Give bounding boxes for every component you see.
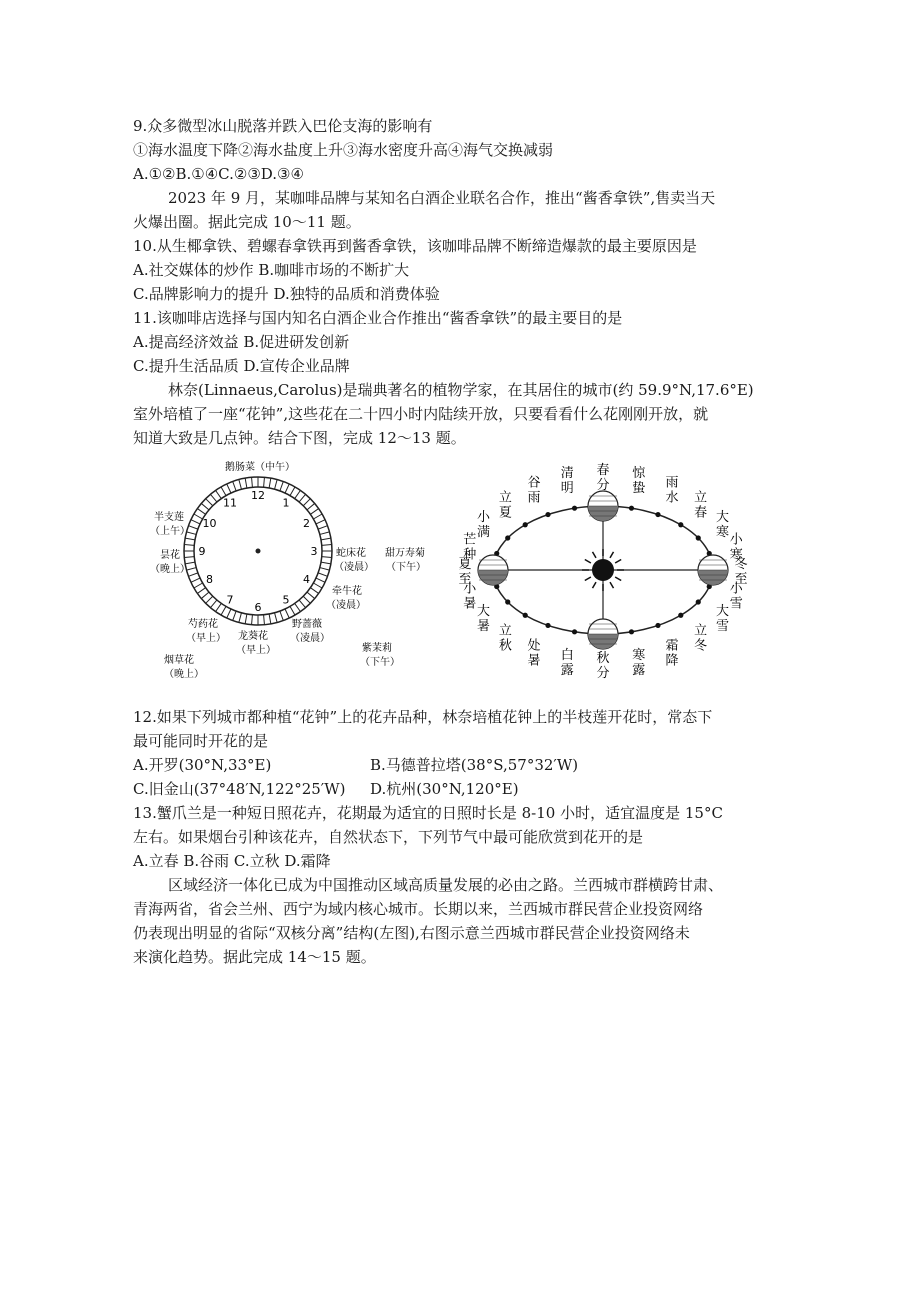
- solar-term-label: [694, 491, 707, 521]
- svg-text:小: 小: [463, 581, 477, 597]
- clock-rim-tick: [227, 609, 231, 618]
- passage1-line1: 2023 年 9 月，某咖啡品牌与某知名白酒企业联名合作，推出“酱香拿铁”,售卖当天: [168, 189, 716, 207]
- label-qianniuhua: 牵牛花: [332, 586, 362, 597]
- q12-option-d: D.杭州(30°N,120°E): [370, 780, 519, 798]
- clock-center-dot: [256, 549, 261, 554]
- label-zimoli: 紫茉莉: [362, 643, 392, 654]
- sun-ray: [585, 560, 591, 564]
- sun-ray: [615, 560, 621, 564]
- clock-rim-tick: [285, 484, 289, 493]
- orbit-position-dot: [696, 535, 701, 540]
- sun-ray: [615, 577, 621, 581]
- solar-term-label: [477, 510, 491, 540]
- clock-number-5: 5: [282, 593, 290, 607]
- clock-rim-tick: [191, 578, 200, 582]
- label-yeqiangwei-time: （凌晨）: [290, 633, 330, 644]
- solar-term-label: [665, 476, 678, 506]
- clock-rim-tick: [313, 514, 322, 519]
- svg-text:大: 大: [476, 604, 490, 619]
- solar-term-label: [463, 532, 476, 563]
- clock-number-12: 12: [251, 489, 265, 502]
- clock-number-3: 3: [310, 545, 318, 558]
- solar-terms-orbit-figure: [448, 452, 758, 692]
- clock-rim-tick: [275, 480, 278, 490]
- svg-text:露: 露: [560, 662, 574, 678]
- svg-text:秋: 秋: [498, 638, 512, 654]
- clock-number-8: 8: [206, 573, 214, 586]
- clock-rim-tick: [321, 562, 331, 564]
- clock-rim-tick: [316, 578, 325, 582]
- label-shaoyaohua: 芍药花: [188, 619, 218, 630]
- q12-stem-line2: 最可能同时开花的是: [133, 732, 269, 750]
- svg-text:至: 至: [458, 572, 472, 587]
- clock-rim-tick: [185, 538, 195, 540]
- q9-items: ①海水温度下降②海水盐度上升③海水密度升高④海气交换减弱: [133, 141, 554, 159]
- svg-text:春: 春: [694, 505, 708, 521]
- clock-rim-tick: [318, 526, 327, 529]
- svg-text:大: 大: [716, 510, 730, 525]
- label-tianwanshouju: 甜万寿菊: [385, 548, 425, 559]
- svg-text:小: 小: [729, 581, 743, 597]
- orbit-position-dot: [629, 629, 634, 634]
- clock-rim-tick: [197, 588, 205, 594]
- q9-stem: 9.众多微型冰山脱落并跌入巴伦支海的影响有: [133, 117, 433, 135]
- label-shechuanghua: 蛇床花: [336, 548, 366, 559]
- orbit-position-dot: [523, 613, 528, 618]
- clock-rim-tick: [201, 592, 209, 598]
- orbit-position-dot: [696, 599, 701, 604]
- clock-rim-tick: [307, 503, 315, 509]
- svg-text:暑: 暑: [527, 653, 541, 669]
- clock-rim-tick: [322, 557, 332, 558]
- svg-text:春: 春: [596, 463, 610, 478]
- clock-rim-tick: [318, 573, 327, 576]
- clock-rim-tick: [206, 596, 213, 603]
- svg-text:寒: 寒: [729, 547, 743, 563]
- clock-rim-tick: [210, 494, 216, 502]
- label-shaoyaohua-time: （早上）: [186, 633, 226, 644]
- orbit-position-dot: [505, 599, 510, 604]
- svg-text:暑: 暑: [463, 596, 477, 612]
- clock-rim-tick: [239, 613, 242, 623]
- solar-term-label: [527, 637, 540, 668]
- clock-rim-tick: [299, 494, 305, 502]
- svg-text:分: 分: [596, 478, 610, 493]
- clock-rim-tick: [303, 499, 310, 506]
- svg-text:谷: 谷: [527, 475, 541, 491]
- clock-rim-tick: [206, 499, 213, 506]
- clock-rim-tick: [310, 509, 318, 515]
- sun-ray: [593, 582, 597, 588]
- clock-rim-tick: [275, 613, 278, 623]
- svg-text:小: 小: [729, 532, 743, 548]
- svg-text:立: 立: [694, 490, 708, 506]
- svg-text:雪: 雪: [729, 596, 743, 612]
- q12-stem-line1: 12.如果下列城市都种植“花钟”上的花卉品种，林奈培植花钟上的半枝莲开花时，常态下: [133, 708, 713, 726]
- clock-rim-tick: [184, 545, 194, 546]
- svg-text:夏: 夏: [458, 557, 472, 572]
- clock-rim-tick: [295, 603, 301, 611]
- label-banzhilian-time: （上午）: [150, 526, 190, 537]
- svg-text:分: 分: [596, 666, 610, 681]
- clock-rim-tick: [264, 477, 265, 487]
- q12-option-a: A.开罗(30°N,33°E): [133, 756, 272, 774]
- svg-text:大: 大: [716, 604, 730, 619]
- clock-rim-tick: [194, 514, 203, 519]
- clock-number-10: 10: [202, 517, 217, 530]
- clock-rim-tick: [210, 600, 216, 608]
- clock-rim-tick: [269, 614, 271, 624]
- q10-stem: 10.从生椰拿铁、碧螺春拿铁再到酱香拿铁，该咖啡品牌不断缔造爆款的最主要原因是: [133, 237, 697, 255]
- clock-rim-tick: [310, 588, 318, 594]
- clock-rim-tick: [216, 490, 222, 498]
- svg-text:明: 明: [560, 481, 574, 497]
- solar-term-label: [477, 603, 490, 634]
- q12-option-b: B.马德普拉塔(38°S,57°32′W): [370, 756, 579, 774]
- orbit-position-dot: [545, 512, 550, 517]
- label-tianwanshouju-time: （下午）: [386, 562, 426, 573]
- clock-rim-tick: [245, 478, 247, 488]
- q10-options-ab: A.社交媒体的炒作 B.咖啡市场的不断扩大: [133, 261, 410, 279]
- clock-rim-tick: [197, 509, 205, 515]
- sun-ray: [585, 577, 591, 581]
- clock-rim-tick: [233, 611, 236, 620]
- q10-options-cd: C.品牌影响力的提升 D.独特的品质和消费体验: [133, 285, 440, 303]
- svg-text:立: 立: [694, 623, 708, 639]
- earth-icon: [478, 555, 508, 585]
- svg-text:清: 清: [560, 466, 574, 482]
- solar-term-label: [527, 476, 540, 506]
- label-tanhua-time: （晚上）: [150, 564, 190, 575]
- svg-text:降: 降: [665, 653, 679, 669]
- orbit-position-dot: [655, 623, 660, 628]
- orbit-position-dot: [572, 629, 577, 634]
- orbit-position-dot: [505, 535, 510, 540]
- svg-text:立: 立: [498, 490, 512, 506]
- clock-number-2: 2: [302, 517, 310, 530]
- label-qianniuhua-time: （凌晨）: [326, 600, 366, 611]
- svg-text:寒: 寒: [632, 647, 646, 663]
- svg-text:至: 至: [734, 572, 748, 587]
- clock-rim-tick: [285, 609, 289, 618]
- clock-rim-tick: [227, 484, 231, 493]
- clock-rim-tick: [280, 481, 283, 490]
- clock-number-9: 9: [198, 545, 206, 558]
- clock-rim-tick: [269, 478, 271, 488]
- earth-icon: [588, 491, 618, 521]
- orbit-position-dot: [545, 623, 550, 628]
- solar-term-label: [499, 623, 512, 653]
- clock-rim-tick: [295, 490, 301, 498]
- svg-text:雨: 雨: [527, 490, 541, 506]
- svg-text:种: 种: [463, 547, 477, 563]
- q13-options: A.立春 B.谷雨 C.立秋 D.霜降: [133, 852, 331, 870]
- clock-rim-tick: [201, 503, 209, 509]
- flower-clock-figure: [140, 452, 440, 692]
- clock-rim-tick: [194, 583, 203, 588]
- svg-text:秋: 秋: [596, 651, 610, 666]
- clock-rim-tick: [252, 477, 253, 487]
- q12-option-c: C.旧金山(37°48′N,122°25′W): [133, 780, 346, 798]
- svg-text:处: 处: [527, 638, 541, 654]
- clock-rim-tick: [316, 520, 325, 524]
- clock-rim-tick: [191, 520, 200, 524]
- orbit-position-dot: [678, 613, 683, 618]
- svg-text:立: 立: [498, 623, 512, 639]
- label-longkuihua-time: （早上）: [236, 645, 276, 656]
- svg-text:水: 水: [665, 490, 679, 506]
- svg-text:雨: 雨: [665, 475, 679, 491]
- q13-stem-line2: 左右。如果烟台引种该花卉，自然状态下，下列节气中最可能欣赏到花开的是: [133, 828, 644, 846]
- passage2-line2: 室外培植了一座“花钟”,这些花在二十四小时内陆续开放，只要看看什么花刚刚开放，就: [133, 405, 709, 423]
- svg-text:蛰: 蛰: [632, 481, 646, 497]
- q13-stem-line1: 13.蟹爪兰是一种短日照花卉，花期最为适宜的日照时长是 8-10 小时，适宜温度是 15°C: [133, 804, 723, 822]
- passage2-line3: 知道大致是几点钟。结合下图，完成 12～13 题。: [133, 429, 466, 447]
- clock-rim-tick: [216, 603, 222, 611]
- passage3-line4: 来演化趋势。据此完成 14～15 题。: [133, 948, 376, 966]
- orbit-position-dot: [629, 506, 634, 511]
- clock-rim-tick: [322, 545, 332, 546]
- label-yancaohua-time: （晚上）: [164, 669, 204, 680]
- sun-ray: [593, 552, 597, 558]
- label-zimoli-time: （下午）: [360, 657, 400, 668]
- clock-rim-tick: [264, 615, 265, 625]
- svg-text:暑: 暑: [476, 619, 490, 634]
- sun-ray: [610, 582, 614, 588]
- svg-text:惊: 惊: [632, 466, 646, 482]
- q9-options: A.①②B.①④C.②③D.③④: [133, 165, 304, 183]
- clock-rim-tick: [221, 487, 226, 496]
- earth-icon: [698, 555, 728, 585]
- passage3-line2: 青海两省，省会兰州、西宁为域内核心城市。长期以来，兰西城市群民营企业投资网络: [133, 900, 704, 918]
- label-tanhua: 昙花: [160, 550, 180, 561]
- clock-rim-tick: [320, 532, 330, 535]
- orbit-position-dot: [655, 512, 660, 517]
- q11-options-ab: A.提高经济效益 B.促进研发创新: [133, 333, 350, 351]
- svg-text:露: 露: [632, 662, 646, 678]
- clock-number-6: 6: [254, 601, 262, 614]
- label-echangcai: 鹅肠菜（中午）: [225, 462, 295, 473]
- solar-term-label: [561, 465, 574, 496]
- svg-text:夏: 夏: [498, 505, 512, 521]
- svg-text:霜: 霜: [665, 638, 679, 654]
- solar-term-label: [730, 581, 744, 611]
- label-yancaohua: 烟草花: [164, 655, 194, 666]
- clock-rim-tick: [307, 592, 315, 598]
- earth-icon: [588, 619, 618, 649]
- passage3-line1: 区域经济一体化已成为中国推动区域高质量发展的必由之路。兰西城市群横跨甘肃、: [168, 876, 724, 894]
- svg-text:雪: 雪: [716, 619, 730, 634]
- orbit-position-dot: [572, 506, 577, 511]
- clock-number-11: 11: [223, 496, 237, 510]
- svg-text:寒: 寒: [716, 525, 730, 540]
- solar-term-label: [716, 603, 729, 634]
- clock-number-1: 1: [282, 496, 290, 510]
- clock-rim-tick: [252, 615, 253, 625]
- clock-rim-tick: [321, 538, 331, 540]
- clock-number-7: 7: [226, 593, 234, 607]
- label-yeqiangwei: 野蔷薇: [292, 619, 322, 630]
- clock-rim-tick: [245, 614, 247, 624]
- clock-rim-tick: [290, 606, 295, 615]
- clock-rim-tick: [184, 557, 194, 558]
- clock-rim-tick: [221, 606, 226, 615]
- solar-term-label: [596, 463, 609, 493]
- label-banzhilian: 半支莲: [154, 512, 184, 523]
- svg-text:冬: 冬: [694, 638, 708, 654]
- orbit-position-dot: [523, 522, 528, 527]
- svg-text:小: 小: [476, 510, 490, 525]
- clock-rim-tick: [299, 600, 305, 608]
- solar-term-label: [561, 648, 574, 678]
- clock-rim-tick: [313, 583, 322, 588]
- sun-icon: [582, 549, 624, 591]
- clock-rim-tick: [290, 487, 295, 496]
- solar-term-label: [596, 650, 609, 681]
- solar-term-label: [694, 623, 707, 653]
- passage1-line2: 火爆出圈。据此完成 10～11 题。: [133, 213, 361, 231]
- label-longkuihua: 龙葵花: [238, 631, 268, 642]
- clock-rim-tick: [320, 568, 330, 571]
- clock-rim-tick: [233, 481, 236, 490]
- svg-text:冬: 冬: [734, 557, 748, 572]
- solar-term-label: [632, 465, 646, 496]
- passage2-line1: 林奈(Linnaeus,Carolus)是瑞典著名的植物学家，在其居住的城市(约 59.9°N,17.6°E): [168, 381, 754, 399]
- passage3-line3: 仍表现出明显的省际“双核分离”结构(左图),右图示意兰西城市群民营企业投资网络未: [133, 924, 690, 942]
- clock-rim-tick: [280, 611, 283, 620]
- solar-term-label: [716, 509, 729, 540]
- label-shechuanghua-time: （凌晨）: [334, 562, 374, 573]
- q11-options-cd: C.提升生活品质 D.宣传企业品牌: [133, 357, 350, 375]
- clock-number-4: 4: [302, 573, 310, 586]
- clock-rim-tick: [303, 596, 310, 603]
- solar-term-label: [632, 647, 645, 678]
- clock-rim-tick: [239, 480, 242, 490]
- orbit-position-dot: [678, 522, 683, 527]
- svg-text:满: 满: [476, 525, 490, 540]
- sun-ray: [610, 552, 614, 558]
- solar-term-label: [499, 491, 512, 521]
- solar-term-label: [665, 638, 678, 668]
- q11-stem: 11.该咖啡店选择与国内知名白酒企业合作推出“酱香拿铁”的最主要目的是: [133, 309, 623, 327]
- svg-text:芒: 芒: [463, 532, 477, 548]
- svg-text:白: 白: [560, 647, 574, 663]
